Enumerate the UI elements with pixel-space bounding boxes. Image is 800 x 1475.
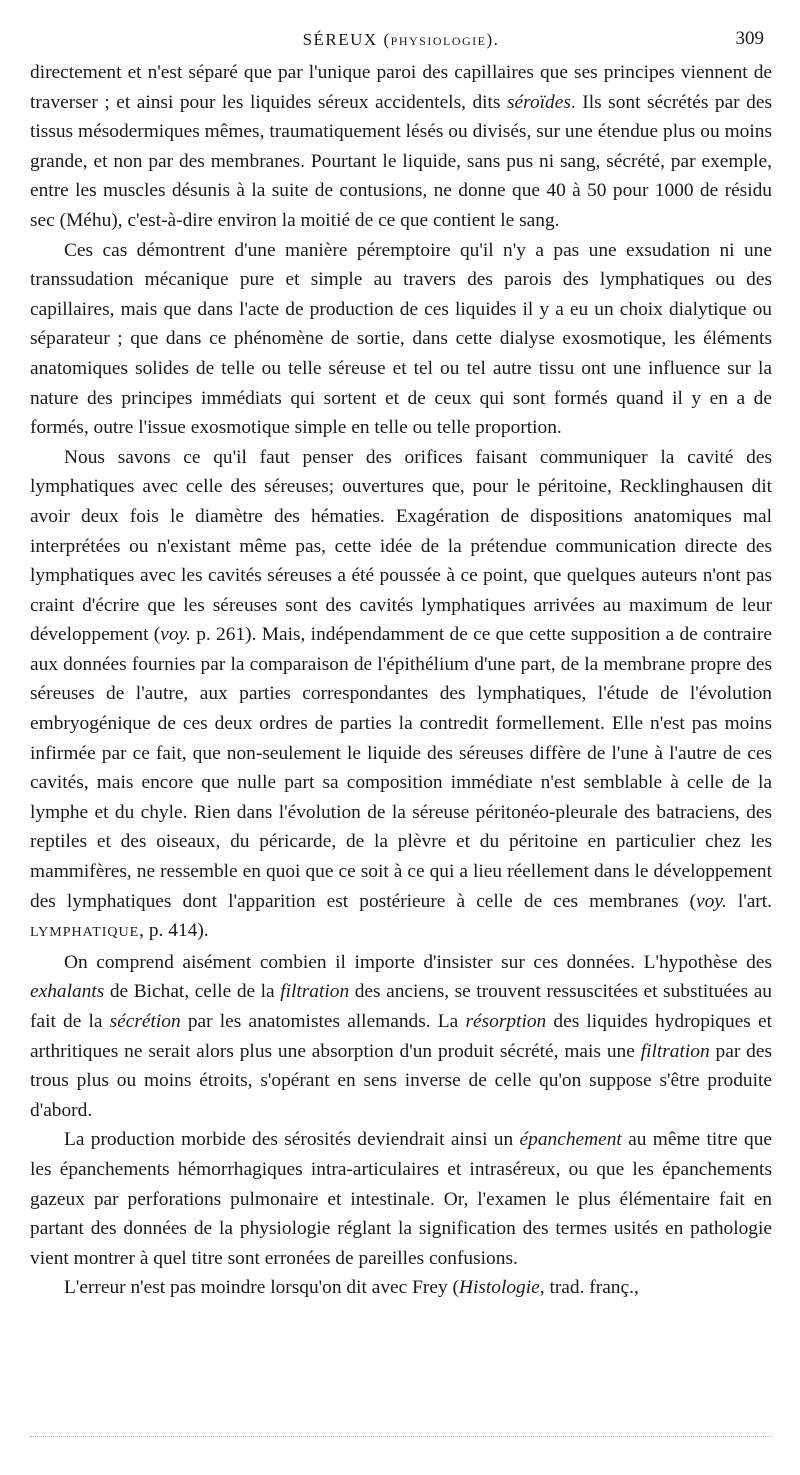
emphasis: voy. bbox=[160, 624, 191, 646]
running-title-subtitle: PHYSIOLOGIE bbox=[390, 34, 487, 48]
running-title-close: ). bbox=[486, 30, 500, 49]
text-run: Nous savons ce qu'il faut penser des orifices faisant communiquer la cavité des lymphatiques avec celle des séreuses; ouvertures que, pour le péritoine, Recklinghausen dit avoir deux fois le diamètre des hématies. Exagération de dispositions anatomiques mal interprétées ou n'existant même pas, cette idée de la prétendue communication directe des lymphatiques avec les cavités séreuses a été poussée à ce point, que quelques auteurs n'ont pas craint d'écrire que les séreuses sont des cavités lymphatiques arrivées au maximum de leur développement ( bbox=[30, 446, 772, 646]
text-run: au même titre que les épanchements hémorrhagiques intra-articulaires et intraséreux, ou que les épanchements gazeux par perforations pulmonaire et intestinale. Or, l'examen le plus élémentaire fait en partant des données de la physiologie réglant la signification des termes usités en pathologie vient montrer à quel titre sont erronées de pareilles confusions. bbox=[30, 1129, 772, 1269]
emphasis: sécrétion bbox=[109, 1011, 181, 1032]
paragraph-3 bbox=[30, 443, 772, 948]
emphasis: séroïdes bbox=[507, 91, 571, 113]
text-run: l'art. bbox=[726, 890, 773, 912]
text-run: Ces cas démontrent d'une manière péremptoire qu'il n'y a pas une exsudation ni une transsudation mécanique pure et simple au travers des parois des lymphatiques ou des capillaires, mais que dans l'acte de production de ces liquides il y a eu un choix dialytique ou séparateur ; que dans ce phénomène de sortie, dans cette dialyse exosmotique, les éléments anatomiques solides de telle ou telle séreuse et tel ou tel autre tissu ont une influence sur la nature des principes immédiats qui sortent et de ceux qui sont formés quand il y en a de formés, outre l'issue exosmotique simple en telle ou telle proportion. bbox=[30, 239, 772, 439]
text-run: des anciens, se trouvent ressuscitées et substituées au fait de la bbox=[30, 981, 772, 1032]
text-run: L'erreur n'est pas moindre lorsqu'on dit avec Frey ( bbox=[64, 1277, 459, 1299]
text-run: par des trous plus ou moins étroits, s'opérant en sens inverse de celle qu'on suppose s'être produite d'abord. bbox=[30, 1040, 772, 1121]
running-title bbox=[30, 30, 772, 50]
small-caps-term: LYMPHATIQUE bbox=[30, 925, 140, 941]
emphasis: épanchement bbox=[519, 1129, 622, 1151]
text-run: La production morbide des sérosités deviendrait ainsi un bbox=[64, 1129, 520, 1151]
emphasis: exhalants bbox=[30, 981, 105, 1003]
text-run: . Ils sont sécrétés par des tissus mésodermiques mêmes, traumatiquement lésés ou divisés, sur une étendue plus ou moins grande, et non par des membranes. Pourtant le liquide, sans pus ni sang, sécrété, par exemple, entre les muscles désunis à la suite de contusions, ne donne que 40 à 50 pour 1000 de résidu sec (Méhu), c'est-à-dire environ la moitié de ce que contient le sang. bbox=[30, 91, 772, 231]
page-number: 309 bbox=[735, 28, 764, 49]
emphasis: Histologie bbox=[458, 1277, 540, 1299]
paragraph-5 bbox=[30, 1125, 772, 1273]
text-run: de Bichat, celle de la bbox=[104, 981, 281, 1003]
emphasis: filtration bbox=[640, 1040, 710, 1062]
emphasis: résorption bbox=[465, 1011, 547, 1032]
paragraph-6 bbox=[30, 1273, 772, 1303]
text-run: , trad. franç., bbox=[539, 1277, 639, 1299]
emphasis: filtration bbox=[280, 981, 350, 1003]
text-run: p. 261). Mais, indépendamment de ce que cette supposition a de contraire aux données fournies par la comparaison de l'épithélium d'une part, de la membrane propre des séreuses de l'autre, aux parties correspondantes des lymphatiques, l'étude de l'évolution embryogénique de ces deux ordres de parties la contredit formellement. Elle n'est pas moins infirmée par ce fait, que non-seulement le liquide des séreuses diffère de l'une à l'autre de ces cavités, mais encore que nulle part sa composition immédiate n'est semblable à celle de la lymphe et du chyle. Rien dans l'évolution de la séreuse péritonéo-pleurale des batraciens, des reptiles et des oiseaux, du péricarde, de la plèvre et du péritoine en particulier chez les mammifères, ne ressemble en quoi que ce soit à ce qui a lieu réellement dans le développement des lymphatiques dont l'apparition est postérieure à celle de ces membranes ( bbox=[30, 624, 772, 912]
footer-rule bbox=[30, 1436, 772, 1437]
paragraph-4 bbox=[30, 948, 772, 1126]
book-page bbox=[30, 0, 772, 1475]
paragraph-2 bbox=[30, 236, 772, 443]
text-run: , p. 414). bbox=[139, 920, 209, 942]
text-run: On comprend aisément combien il importe d'insister sur ces données. L'hypothèse des bbox=[64, 951, 772, 973]
paragraph-1 bbox=[30, 58, 772, 236]
running-title-main: SÉREUX bbox=[302, 30, 378, 49]
text-run: directement et n'est séparé que par l'unique paroi des capillaires que ses principes viennent de traverser ; et ainsi pour les liquides séreux accidentels, dits bbox=[30, 62, 772, 113]
running-head bbox=[30, 0, 772, 58]
text-run: des liquides hydropiques et arthritiques ne serait alors plus une absorption d'un produit sécrété, mais une bbox=[30, 1011, 772, 1062]
body-text bbox=[30, 58, 772, 1303]
text-run: par les anatomistes allemands. La bbox=[180, 1011, 466, 1032]
running-title-open: ( bbox=[377, 30, 391, 49]
emphasis: voy. bbox=[696, 890, 727, 912]
